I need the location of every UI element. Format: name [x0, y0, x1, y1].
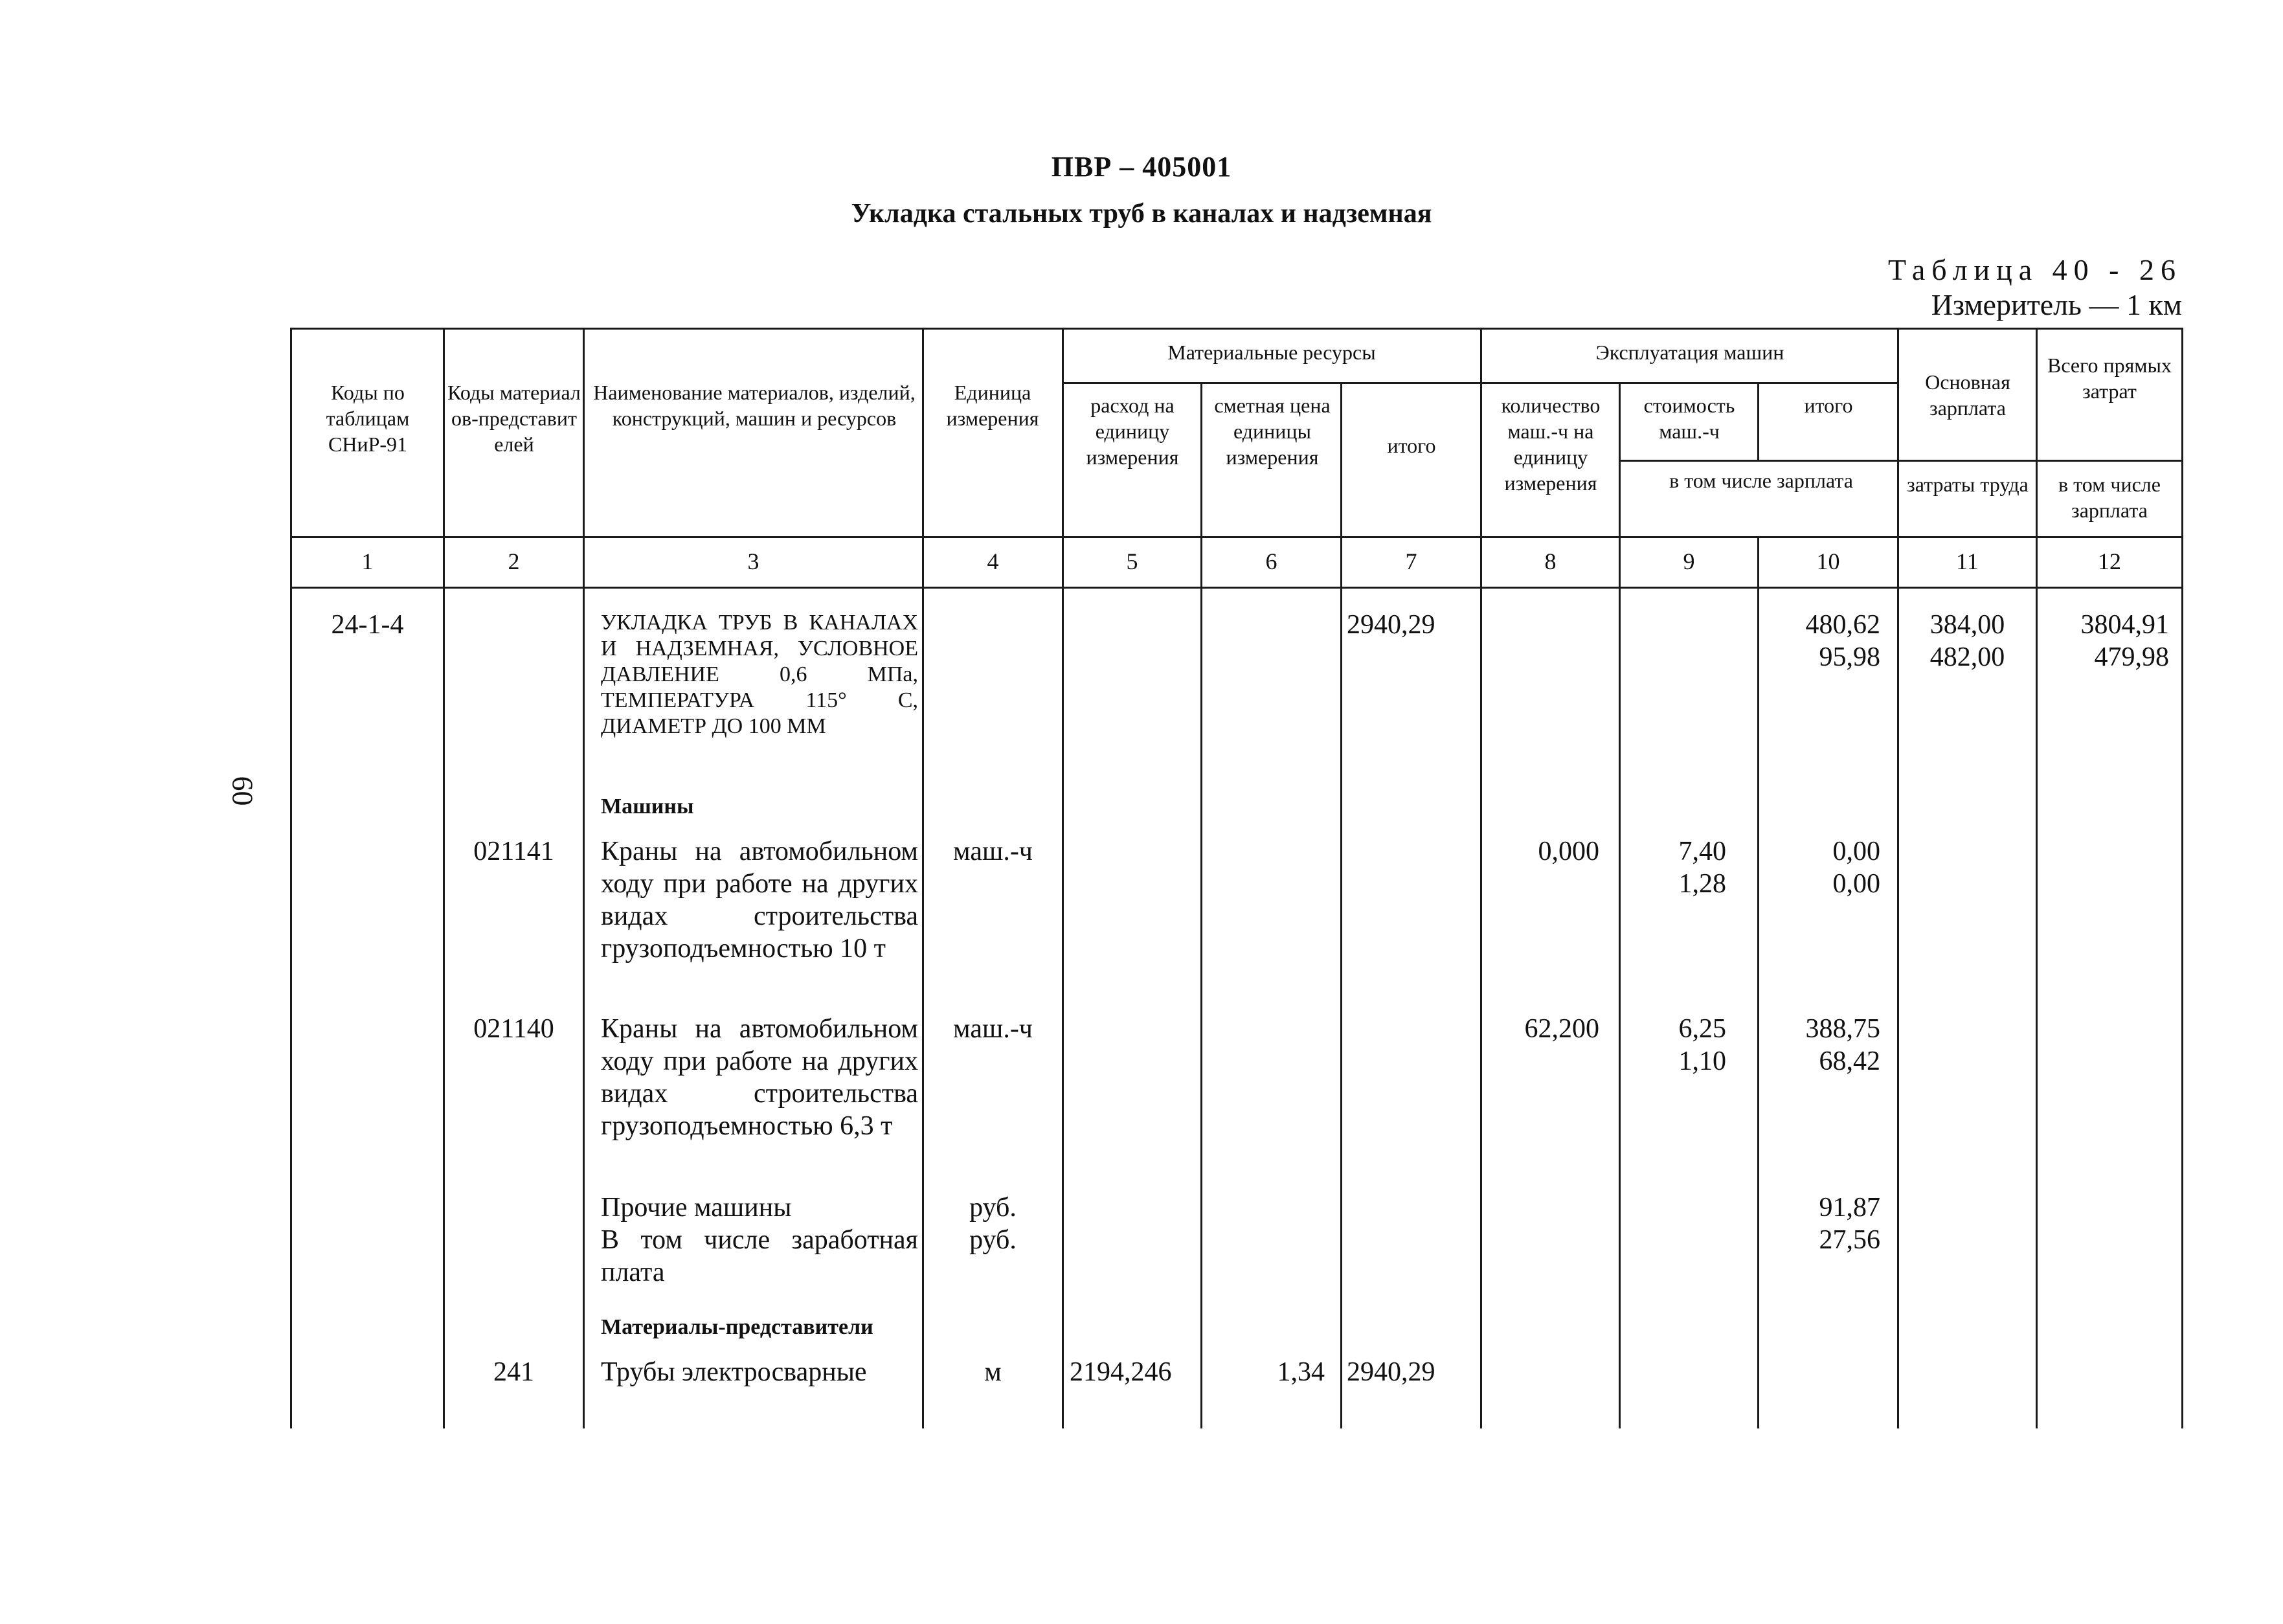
- machine-cost-wage: 1,10: [1678, 1046, 1726, 1076]
- col-number: 7: [1405, 548, 1417, 574]
- col-header-direct-wage: в том числе зарплата: [2058, 473, 2161, 522]
- row-name: УКЛАДКА ТРУБ В КАНАЛАХ И НАДЗЕМНАЯ, УСЛОВНОЕ ДАВЛЕНИЕ 0,6 МПа, ТЕМПЕРАТУРА 115° С, ДИАМЕТР ДО 100 ММ: [601, 611, 918, 738]
- section-materials: Материалы-представители: [601, 1315, 873, 1339]
- col-header-base-wage: Основная зарплата: [1925, 370, 2010, 420]
- col-number: 3: [747, 548, 759, 574]
- col-number: 10: [1816, 548, 1840, 574]
- col-number: 6: [1265, 548, 1277, 574]
- mat-total: 2940,29: [1347, 610, 1435, 640]
- machine-hours: 62,200: [1524, 1014, 1599, 1044]
- col-number: 1: [361, 548, 374, 574]
- col-number: 2: [508, 548, 520, 574]
- unit-price: 1,34: [1277, 1357, 1325, 1387]
- machine-hours: 0,000: [1538, 837, 1599, 866]
- material-code: 021140: [473, 1014, 554, 1044]
- col-header-machine-hours: количество маш.-ч на единицу измерения: [1501, 394, 1601, 495]
- row-name: Прочие машины: [601, 1193, 792, 1223]
- machine-wage: 27,56: [1819, 1225, 1880, 1255]
- col-header-direct-costs: Всего прямых затрат: [2047, 354, 2172, 403]
- row-name-wage: В том числе заработная плата: [601, 1225, 918, 1287]
- machine-total: 91,87: [1819, 1193, 1880, 1223]
- row-unit: маш.-ч: [953, 837, 1033, 866]
- row-unit: руб.: [969, 1193, 1017, 1223]
- col-header-labor: затраты труда: [1907, 473, 2029, 496]
- col-number: 9: [1683, 548, 1695, 574]
- col-header-unit: Единица измерения: [946, 381, 1039, 430]
- row-unit: маш.-ч: [953, 1014, 1033, 1044]
- machine-cost: 6,25: [1678, 1014, 1726, 1044]
- col-number: 5: [1126, 548, 1138, 574]
- col-header-mat-total: итого: [1387, 434, 1436, 457]
- measure-unit: Измеритель — 1 км: [1931, 288, 2182, 321]
- col-number: 12: [2098, 548, 2121, 574]
- col-header-machine-total: итого: [1804, 394, 1853, 417]
- col-number: 8: [1544, 548, 1557, 574]
- col-header-snip-codes: Коды по таблицам СНиР-91: [326, 381, 410, 456]
- row-name: Краны на автомобильном ходу при работе на других видах строительства грузоподъемностью 6,3 т: [601, 1014, 918, 1141]
- row-unit-wage: руб.: [969, 1225, 1017, 1255]
- row-code: 24-1-4: [331, 610, 404, 640]
- labor-costs: 482,00: [1929, 642, 2005, 672]
- machine-wage: 0,00: [1832, 869, 1880, 899]
- direct-wage: 479,98: [2094, 642, 2169, 672]
- col-group-machine-operation: Эксплуатация машин: [1595, 341, 1784, 364]
- direct-costs: 3804,91: [2080, 610, 2169, 640]
- page-number: 60: [226, 776, 260, 806]
- machine-cost-wage: 1,28: [1678, 869, 1726, 899]
- col-header-price: сметная цена единицы измерения: [1214, 394, 1331, 469]
- col-group-material-resources: Материальные ресурсы: [1167, 341, 1376, 364]
- col-header-name: Наименование материалов, изделий, конструкций, машин и ресурсов: [593, 381, 916, 430]
- section-machines: Машины: [601, 795, 694, 818]
- material-code: 241: [493, 1357, 534, 1387]
- consumption: 2194,246: [1070, 1357, 1172, 1387]
- document-code: ПВР – 405001: [1051, 151, 1232, 183]
- machine-cost: 7,40: [1678, 837, 1726, 866]
- machine-total: 388,75: [1805, 1014, 1880, 1044]
- table-number: Таблица 40 - 26: [1887, 253, 2182, 286]
- row-unit: м: [984, 1357, 1002, 1387]
- machine-total: 0,00: [1832, 837, 1880, 866]
- col-header-material-codes: Коды материалов-представителей: [447, 381, 581, 456]
- mat-total: 2940,29: [1347, 1357, 1435, 1387]
- row-name: Трубы электросварные: [601, 1357, 867, 1387]
- machine-total: 480,62: [1805, 610, 1880, 640]
- col-header-consumption: расход на единицу измерения: [1086, 394, 1179, 469]
- col-number: 4: [987, 548, 999, 574]
- material-code: 021141: [473, 837, 554, 866]
- row-name: Краны на автомобильном ходу при работе на других видах строительства грузоподъемностью 10 т: [601, 837, 918, 964]
- machine-wage: 95,98: [1819, 642, 1880, 672]
- base-wage: 384,00: [1929, 610, 2005, 640]
- col-number: 11: [1956, 548, 1979, 574]
- col-header-incl-wage: в том числе зарплата: [1669, 469, 1853, 492]
- machine-wage: 68,42: [1819, 1046, 1880, 1076]
- col-header-machine-cost: стоимость маш.-ч: [1643, 394, 1735, 443]
- document-title: Укладка стальных труб в каналах и надземная: [851, 199, 1432, 229]
